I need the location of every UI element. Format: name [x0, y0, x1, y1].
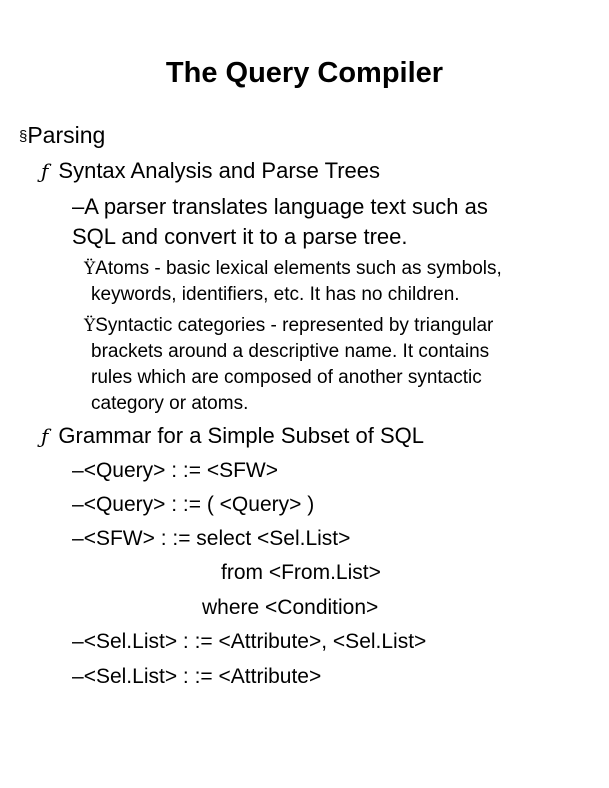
grammar-rule-2 [72, 488, 314, 522]
parser-line-2: SQL and convert it to a parse tree. [72, 224, 408, 249]
grammar-rule-5 [72, 660, 321, 694]
rule-text: <SFW> : := select <Sel.List> [83, 527, 351, 550]
grammar-rule-1 [72, 454, 278, 488]
dash-bullet-icon: – [72, 194, 85, 219]
grammar-rule-4 [72, 625, 426, 659]
dash-bullet-icon: – [72, 459, 84, 482]
atoms-line-2: keywords, identifiers, etc. It has no children. [91, 284, 460, 305]
y-bullet-icon: Ÿ [84, 259, 96, 279]
bullet-syntax-analysis [41, 157, 380, 185]
rule-text: <Sel.List> : := <Attribute>, <Sel.List> [83, 630, 427, 653]
bullet-atoms [84, 256, 502, 282]
grammar-label: Grammar for a Simple Subset of SQL [58, 423, 424, 448]
bullet-parsing [19, 121, 105, 153]
dash-bullet-icon: – [72, 665, 84, 688]
florin-bullet-icon: ƒ [41, 424, 49, 448]
grammar-rule-3-where: where <Condition> [202, 596, 379, 619]
grammar-rule-3 [72, 522, 350, 556]
syntax-analysis-label: Syntax Analysis and Parse Trees [58, 158, 381, 183]
dash-bullet-icon: – [72, 630, 84, 653]
parser-line-1: A parser translates language text such as [84, 194, 488, 219]
bullet-syntactic-categories [84, 313, 493, 339]
dash-bullet-icon: – [72, 527, 84, 550]
syntactic-line-3: rules which are composed of another syntactic [91, 367, 482, 388]
y-bullet-icon: Ÿ [84, 316, 96, 336]
parsing-label: Parsing [27, 122, 106, 148]
atoms-line-1: Atoms - basic lexical elements such as symbols, [95, 258, 502, 279]
rule-text: <Query> : := <SFW> [83, 459, 279, 482]
syntactic-line-4: category or atoms. [91, 393, 249, 414]
slide-title: The Query Compiler [165, 57, 444, 89]
grammar-rule-3-from: from <From.List> [221, 561, 381, 584]
rule-text: <Query> : := ( <Query> ) [83, 493, 315, 516]
syntactic-line-2: brackets around a descriptive name. It contains [91, 341, 490, 362]
rule-text: <Sel.List> : := <Attribute> [83, 665, 322, 688]
dash-bullet-icon: – [72, 493, 84, 516]
bullet-parser [72, 192, 488, 221]
bullet-grammar [41, 422, 424, 450]
syntactic-line-1: Syntactic categories - represented by triangular [95, 315, 494, 336]
florin-bullet-icon: ƒ [41, 159, 49, 183]
square-bullet-icon: § [19, 128, 28, 145]
